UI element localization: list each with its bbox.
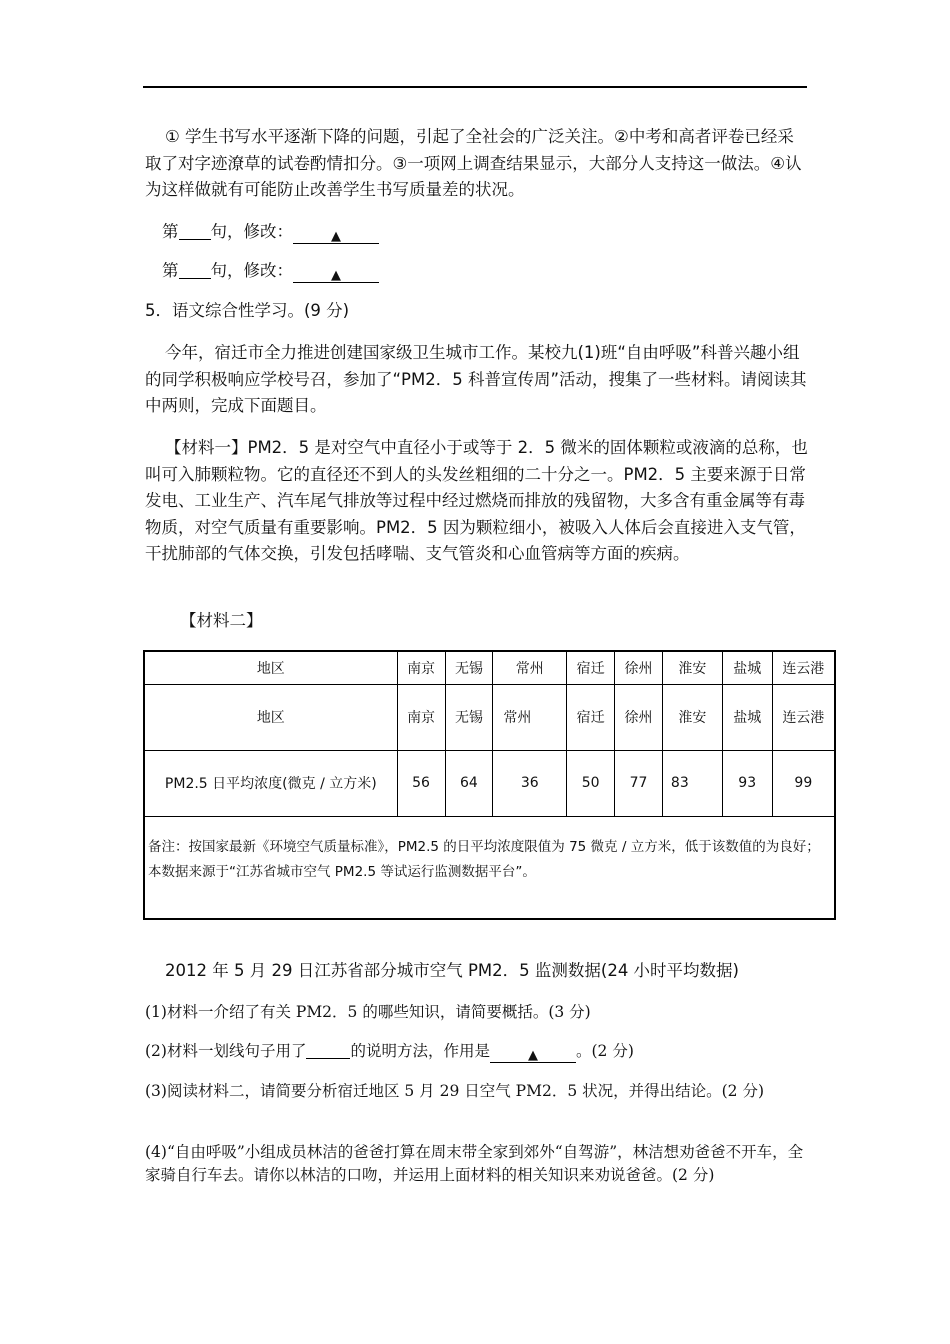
- question-3: (3)阅读材料二，请简要分析宿迁地区 5 月 29 日空气 PM2．5 状况，并得出结论。(2 分): [145, 1082, 765, 1100]
- city-cell: 常州: [493, 684, 567, 750]
- city-cell: 徐州: [615, 684, 663, 750]
- city-cell: 淮安: [662, 684, 722, 750]
- value-cell: 77: [615, 750, 663, 816]
- table-row: [144, 684, 835, 750]
- city-cell: 盐城: [722, 651, 772, 684]
- value-cell: 83: [662, 750, 722, 816]
- value-cell: 64: [445, 750, 493, 816]
- top-rule: [143, 86, 807, 88]
- question-1: (1)材料一介绍了有关 PM2．5 的哪些知识，请简要概括。(3 分): [145, 1003, 591, 1021]
- value-cell: 93: [722, 750, 772, 816]
- city-cell: 南京: [397, 651, 445, 684]
- pm25-table: [143, 650, 836, 920]
- sentence-number-blank[interactable]: [179, 260, 211, 279]
- value-cell: 36: [493, 750, 567, 816]
- table-note-row: [144, 816, 835, 919]
- value-cell: 99: [772, 750, 835, 816]
- material-1-text: 【材料一】PM2．5 是对空气中直径小于或等于 2．5 微米的固体颗粒或液滴的总称，也叫可入肺颗粒物。它的直径还不到人的头发丝粗细的二十分之一。PM2．5 主要来源于日常发电、工业生产、汽车尾气排放等过程中经过燃烧而排放的残留物，大多含有重金属等有毒物质，对空气质量有重要影响。PM2．5 因为颗粒细小，被吸入人体后会直接进入支气管，干扰肺部的气体交换，引发包括哮喘、支气管炎和心血管病等方面的疾病。: [145, 438, 808, 563]
- city-cell: 无锡: [445, 651, 493, 684]
- passage-text: ① 学生书写水平逐渐下降的问题，引起了全社会的广泛关注。②中考和高者评卷已经采取了对字迹潦草的试卷酌情扣分。③一项网上调查结果显示，大部分人支持这一做法。④认为这样做就有可能防止改善学生书写质量差的状况。: [145, 127, 802, 199]
- table-header-row: [144, 651, 835, 684]
- sentence-number-blank[interactable]: [179, 221, 211, 240]
- function-blank[interactable]: ▲: [490, 1044, 576, 1063]
- answer-blank[interactable]: ▲: [293, 225, 379, 244]
- question-5-title: 5．语文综合性学习。(9 分): [145, 301, 350, 320]
- city-cell: 连云港: [772, 684, 835, 750]
- city-cell: 无锡: [445, 684, 493, 750]
- table-row: [144, 750, 835, 816]
- correction-line-1: 第 句，修改： ▲: [162, 219, 827, 246]
- answer-blank[interactable]: ▲: [293, 264, 379, 283]
- city-cell: 宿迁: [567, 684, 615, 750]
- region-header: 地区: [144, 684, 397, 750]
- question-4: (4)“自由呼吸”小组成员林洁的爸爸打算在周末带全家到郊外“自驾游”，林洁想劝爸爸不开车，全家骑自行车去。请你以林洁的口吻，并运用上面材料的相关知识来劝说爸爸。(2 分): [145, 1143, 804, 1184]
- material-2-label: 【材料二】: [180, 611, 263, 630]
- question-2: (2)材料一划线句子用了 的说明方法，作用是 ▲ 。(2 分): [145, 1042, 634, 1063]
- correction-line-2: 第 句，修改： ▲: [162, 258, 827, 285]
- city-cell: 淮安: [662, 651, 722, 684]
- method-blank[interactable]: [306, 1040, 350, 1059]
- table-note: 备注：按国家最新《环境空气质量标准》，PM2.5 的日平均浓度限值为 75 微克 / 立方米，低于该数值的为良好；本数据来源于“江苏省城市空气 PM2.5 等试运行监测数据平台”。: [144, 816, 835, 919]
- city-cell: 宿迁: [567, 651, 615, 684]
- city-cell: 盐城: [722, 684, 772, 750]
- pm-label-cell: PM2.5 日平均浓度(微克 / 立方米): [144, 750, 397, 816]
- city-cell: 南京: [397, 684, 445, 750]
- value-cell: 50: [567, 750, 615, 816]
- city-cell: 常州: [493, 651, 567, 684]
- region-header: 地区: [144, 651, 397, 684]
- intro-text: 今年，宿迁市全力推进创建国家级卫生城市工作。某校九(1)班“自由呼吸”科普兴趣小组的同学积极响应学校号召，参加了“PM2．5 科普宣传周”活动，搜集了一些材料。请阅读其中两则，完成下面题目。: [145, 343, 807, 415]
- city-cell: 连云港: [772, 651, 835, 684]
- value-cell: 56: [397, 750, 445, 816]
- table-caption: 2012 年 5 月 29 日江苏省部分城市空气 PM2．5 监测数据(24 小时平均数据): [165, 961, 739, 980]
- city-cell: 徐州: [615, 651, 663, 684]
